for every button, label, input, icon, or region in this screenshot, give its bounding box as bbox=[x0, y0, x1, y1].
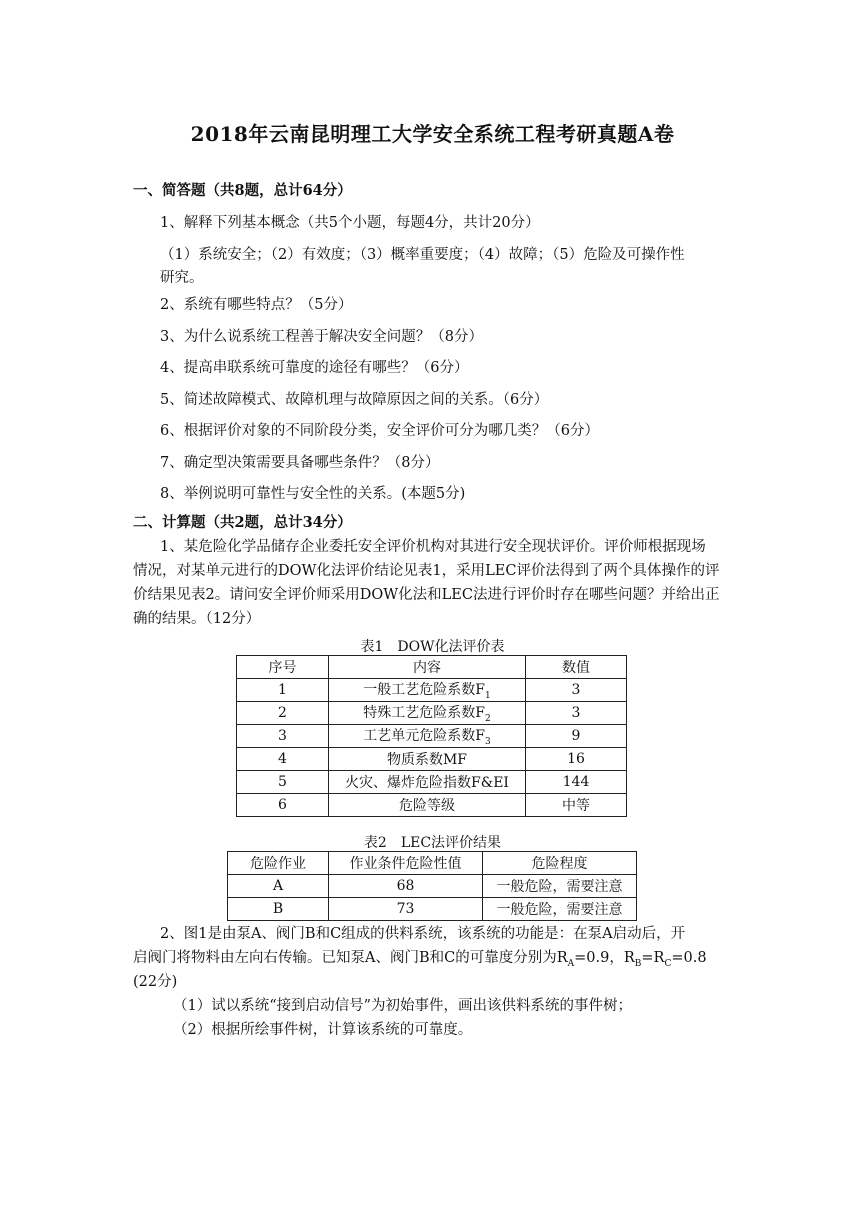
question-1-subitems-cont: 研究。 bbox=[160, 270, 204, 286]
table2 bbox=[227, 851, 637, 921]
table-cell: 5 bbox=[237, 771, 329, 794]
table2-header-row bbox=[228, 852, 637, 875]
calc-2-line-3: (22分) bbox=[133, 974, 178, 990]
calc-1-line-2: 情况，对某单元进行的DOW化法评价结论见表1，采用LEC评价法得到了两个具体操作的评 bbox=[133, 563, 720, 579]
table-cell: A bbox=[228, 875, 329, 898]
reliability-value: =0.8 bbox=[671, 950, 707, 966]
table-header: 内容 bbox=[329, 656, 526, 679]
table-cell: 16 bbox=[526, 748, 627, 771]
subscript: B bbox=[634, 958, 642, 969]
calc-2-sub-1: （1）试以系统“接到启动信号”为初始事件，画出该供料系统的事件树； bbox=[173, 998, 633, 1014]
table-cell: 一般危险，需要注意 bbox=[483, 898, 637, 921]
table-cell: 一般危险，需要注意 bbox=[483, 875, 637, 898]
calc-1-line-1: 1、某危险化学品储存企业委托安全评价机构对其进行安全现状评价。评价师根据现场 bbox=[160, 539, 706, 555]
question-1: 1、解释下列基本概念（共5个小题，每题4分，共计20分） bbox=[160, 215, 540, 231]
table-cell: 危险等级 bbox=[329, 794, 526, 817]
calc-2-line-1: 2、图1是由泵A、阀门B和C组成的供料系统，该系统的功能是：在泵A启动后，开 bbox=[160, 926, 686, 942]
section2-heading: 二、计算题（共2题，总计34分） bbox=[133, 514, 352, 531]
table-row bbox=[237, 725, 627, 748]
reliability-value: =0.9，R bbox=[574, 950, 635, 966]
question-7: 7、确定型决策需要具备哪些条件？（8分） bbox=[160, 455, 440, 471]
cell-text: 工艺单元危险系数F bbox=[363, 728, 485, 745]
question-3: 3、为什么说系统工程善于解决安全问题？（8分） bbox=[160, 329, 483, 345]
table2-caption: 表2 LEC法评价结果 bbox=[363, 835, 502, 851]
table-header: 作业条件危险性值 bbox=[329, 852, 483, 875]
question-5: 5、简述故障模式、故障机理与故障原因之间的关系。（6分） bbox=[160, 392, 549, 408]
table-row bbox=[237, 679, 627, 702]
cell-text: 一般工艺危险系数F bbox=[363, 682, 485, 699]
table-cell: 中等 bbox=[526, 794, 627, 817]
table-cell: 73 bbox=[329, 898, 483, 921]
calc-2-text: 启阀门将物料由左向右传输。已知泵A、阀门B和C的可靠度分别为R bbox=[133, 950, 568, 966]
table-cell: 68 bbox=[329, 875, 483, 898]
table-row bbox=[237, 748, 627, 771]
page-title: 2018年云南昆明理工大学安全系统工程考研真题A卷 bbox=[190, 122, 675, 146]
table-cell: 3 bbox=[237, 725, 329, 748]
table-cell: 1 bbox=[237, 679, 329, 702]
calc-1-line-4: 确的结果。（12分） bbox=[133, 611, 261, 627]
question-1-subitems: （1）系统安全；（2）有效度；（3）概率重要度；（4）故障；（5）危险及可操作性 bbox=[160, 247, 685, 263]
table-header: 危险作业 bbox=[228, 852, 329, 875]
question-2: 2、系统有哪些特点？（5分） bbox=[160, 297, 353, 313]
calc-2-line-2 bbox=[133, 948, 707, 974]
reliability-value: =R bbox=[641, 950, 665, 966]
table-cell: 6 bbox=[237, 794, 329, 817]
table-row bbox=[237, 771, 627, 794]
table-cell: 144 bbox=[526, 771, 627, 794]
subscript: 3 bbox=[484, 736, 491, 747]
question-4: 4、提高串联系统可靠度的途径有哪些？（6分） bbox=[160, 360, 469, 376]
table-cell: 物质系数MF bbox=[329, 748, 526, 771]
table-cell: 9 bbox=[526, 725, 627, 748]
table1-header-row bbox=[237, 656, 627, 679]
table-header: 危险程度 bbox=[483, 852, 637, 875]
table-cell: 火灾、爆炸危险指数F&EI bbox=[329, 771, 526, 794]
subscript: 1 bbox=[484, 690, 491, 701]
table-row bbox=[228, 898, 637, 921]
section1-heading: 一、简答题（共8题，总计64分） bbox=[133, 182, 352, 199]
table-cell: 3 bbox=[526, 679, 627, 702]
subscript: 2 bbox=[484, 713, 491, 724]
subscript: C bbox=[664, 958, 672, 969]
table-cell: 3 bbox=[526, 702, 627, 725]
table-cell: 2 bbox=[237, 702, 329, 725]
table1 bbox=[236, 655, 627, 817]
table-header: 序号 bbox=[237, 656, 329, 679]
table1-caption: 表1 DOW化法评价表 bbox=[360, 639, 505, 655]
table-cell bbox=[329, 679, 526, 702]
table-row bbox=[237, 702, 627, 725]
calc-1-line-3: 价结果见表2。请问安全评价师采用DOW化法和LEC法进行评价时存在哪些问题？并给出正 bbox=[133, 587, 720, 603]
cell-text: 特殊工艺危险系数F bbox=[363, 705, 485, 722]
table-cell bbox=[329, 702, 526, 725]
table-cell: B bbox=[228, 898, 329, 921]
table-cell bbox=[329, 725, 526, 748]
table-row bbox=[237, 794, 627, 817]
question-6: 6、根据评价对象的不同阶段分类，安全评价可分为哪几类？（6分） bbox=[160, 423, 599, 439]
calc-2-sub-2: （2）根据所绘事件树，计算该系统的可靠度。 bbox=[173, 1022, 473, 1038]
subscript: A bbox=[567, 958, 575, 969]
question-8: 8、举例说明可靠性与安全性的关系。(本题5分) bbox=[160, 486, 466, 502]
table-cell: 4 bbox=[237, 748, 329, 771]
table-header: 数值 bbox=[526, 656, 627, 679]
table-row bbox=[228, 875, 637, 898]
